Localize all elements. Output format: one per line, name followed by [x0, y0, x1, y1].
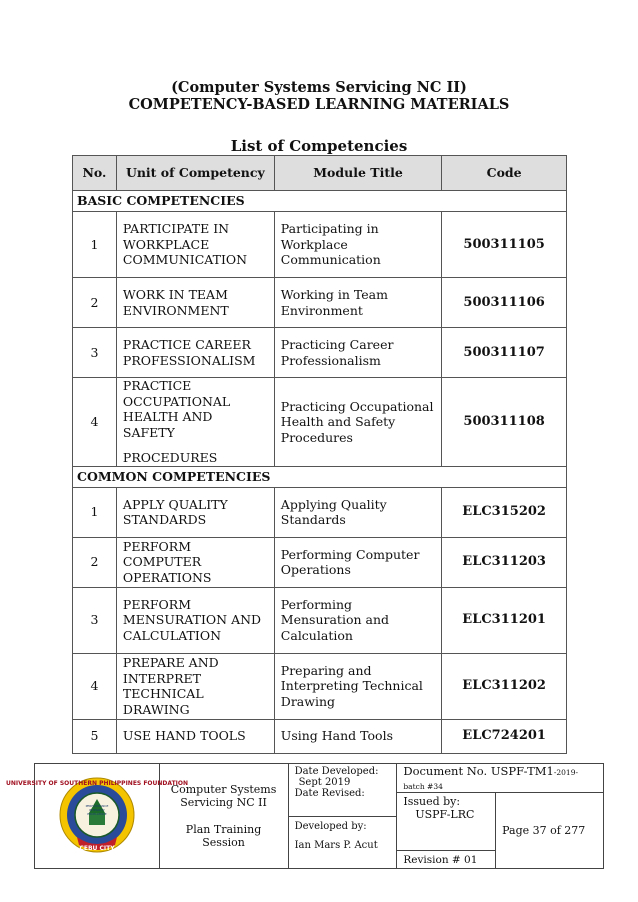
doc-no-cell [397, 764, 604, 793]
cell-code: 500311105 [442, 212, 567, 278]
doc-no-suffix: -2019-batch #34 [403, 768, 578, 791]
page-cell [496, 793, 604, 869]
cell-unit-text: PRACTICE OCCUPATIONAL HEALTH AND SAFETY [122, 378, 231, 440]
issued-by-cell [397, 793, 496, 851]
cell-code: ELC315202 [442, 487, 567, 537]
seal-ring-text: UNIVERSITY OF SOUTHERN PHILIPPINES FOUNDATION [5, 779, 188, 787]
table-row [73, 328, 567, 378]
cell-module: Practicing Occupational Health and Safety Procedures [274, 378, 441, 467]
cell-module: Applying Quality Standards [274, 487, 441, 537]
cell-unit: PARTICIPATE IN WORKPLACE COMMUNICATION [116, 212, 274, 278]
date-developed-label: Date Developed: [294, 766, 379, 777]
cell-no: 4 [73, 653, 117, 719]
doc-no-value: USPF-TM1 [490, 764, 554, 778]
seal-city-text: CEBU CITY [79, 844, 115, 852]
section-label-common: COMMON COMPETENCIES [73, 466, 567, 487]
document-footer [5, 763, 604, 869]
developed-by-cell [288, 817, 397, 869]
cell-unit: APPLY QUALITY STANDARDS [116, 487, 274, 537]
cell-module: Practicing Career Professionalism [274, 328, 441, 378]
page-number: Page 37 of 277 [502, 824, 586, 837]
session-title-1: Plan Training [185, 823, 262, 836]
logo-cell [5, 764, 188, 869]
section-row-basic [73, 191, 567, 212]
cell-module: Working in Team Environment [274, 278, 441, 328]
cell-code: 500311108 [442, 378, 567, 467]
revision-cell [397, 851, 496, 869]
developed-by-label: Developed by: [294, 821, 367, 832]
date-cell [288, 764, 397, 817]
cell-code: ELC311201 [442, 587, 567, 653]
cell-code: ELC311203 [442, 537, 567, 587]
cell-unit: PREPARE AND INTERPRET TECHNICAL DRAWING [116, 653, 274, 719]
date-developed-value: Sept 2019 [298, 777, 351, 788]
competencies-table [72, 155, 567, 754]
cell-unit: PRACTICE CAREER PROFESSIONALISM [116, 328, 274, 378]
section-label-basic: BASIC COMPETENCIES [73, 191, 567, 212]
document-title: COMPETENCY-BASED LEARNING MATERIALS [128, 96, 510, 113]
section-row-common [73, 466, 567, 487]
cell-no: 5 [73, 719, 117, 753]
cell-module: Participating in Workplace Communication [274, 212, 441, 278]
issued-by-value: USPF-LRC [415, 808, 475, 821]
table-row [73, 378, 567, 467]
cell-unit: WORK IN TEAM ENVIRONMENT [116, 278, 274, 328]
cell-no: 1 [73, 212, 117, 278]
table-row [73, 212, 567, 278]
seal-inner-text-3: EXCELLENCE [87, 811, 107, 816]
program-name-1: Computer Systems [170, 783, 277, 796]
cell-code: ELC724201 [442, 719, 567, 753]
seal-inner-text-1: PERFORMANCE [85, 803, 109, 808]
cell-no: 2 [73, 278, 117, 328]
cell-no: 1 [73, 487, 117, 537]
document-subtitle: (Computer Systems Servicing NC II) [171, 79, 467, 96]
cell-code: 500311106 [442, 278, 567, 328]
session-title-2: Session [202, 836, 245, 849]
cell-unit: PERFORM MENSURATION AND CALCULATION [116, 587, 274, 653]
cell-no: 3 [73, 328, 117, 378]
cell-module: Using Hand Tools [274, 719, 441, 753]
cell-unit: PERFORM COMPUTER OPERATIONS [116, 537, 274, 587]
col-header-code: Code [442, 156, 567, 191]
university-seal-icon [5, 775, 188, 855]
cell-unit [116, 378, 274, 467]
developed-by-value: Ian Mars P. Acut [294, 840, 378, 851]
table-header-row [73, 156, 567, 191]
table-row [73, 278, 567, 328]
table-row [73, 653, 567, 719]
list-title: List of Competencies [230, 137, 408, 155]
cell-unit: USE HAND TOOLS [116, 719, 274, 753]
table-row [73, 719, 567, 753]
cell-module: Performing Computer Operations [274, 537, 441, 587]
date-revised-label: Date Revised: [294, 788, 365, 799]
cell-module: Preparing and Interpreting Technical Drawing [274, 653, 441, 719]
seal-inner-text-2: INTEGRITY [88, 807, 105, 812]
col-header-unit: Unit of Competency [116, 156, 274, 191]
cell-code: ELC311202 [442, 653, 567, 719]
cell-code: 500311107 [442, 328, 567, 378]
cell-unit-text-extra: PROCEDURES [122, 450, 218, 465]
doc-no-label: Document No. [403, 764, 488, 778]
revision-number: Revision # 01 [403, 853, 478, 866]
cell-no: 4 [73, 378, 117, 467]
table-row [73, 587, 567, 653]
table-row [73, 537, 567, 587]
col-header-module: Module Title [274, 156, 441, 191]
issued-by-label: Issued by: [403, 795, 461, 808]
cell-no: 3 [73, 587, 117, 653]
cell-no: 2 [73, 537, 117, 587]
col-header-no: No. [73, 156, 117, 191]
cell-module: Performing Mensuration and Calculation [274, 587, 441, 653]
table-row [73, 487, 567, 537]
program-name-2: Servicing NC II [180, 796, 267, 809]
